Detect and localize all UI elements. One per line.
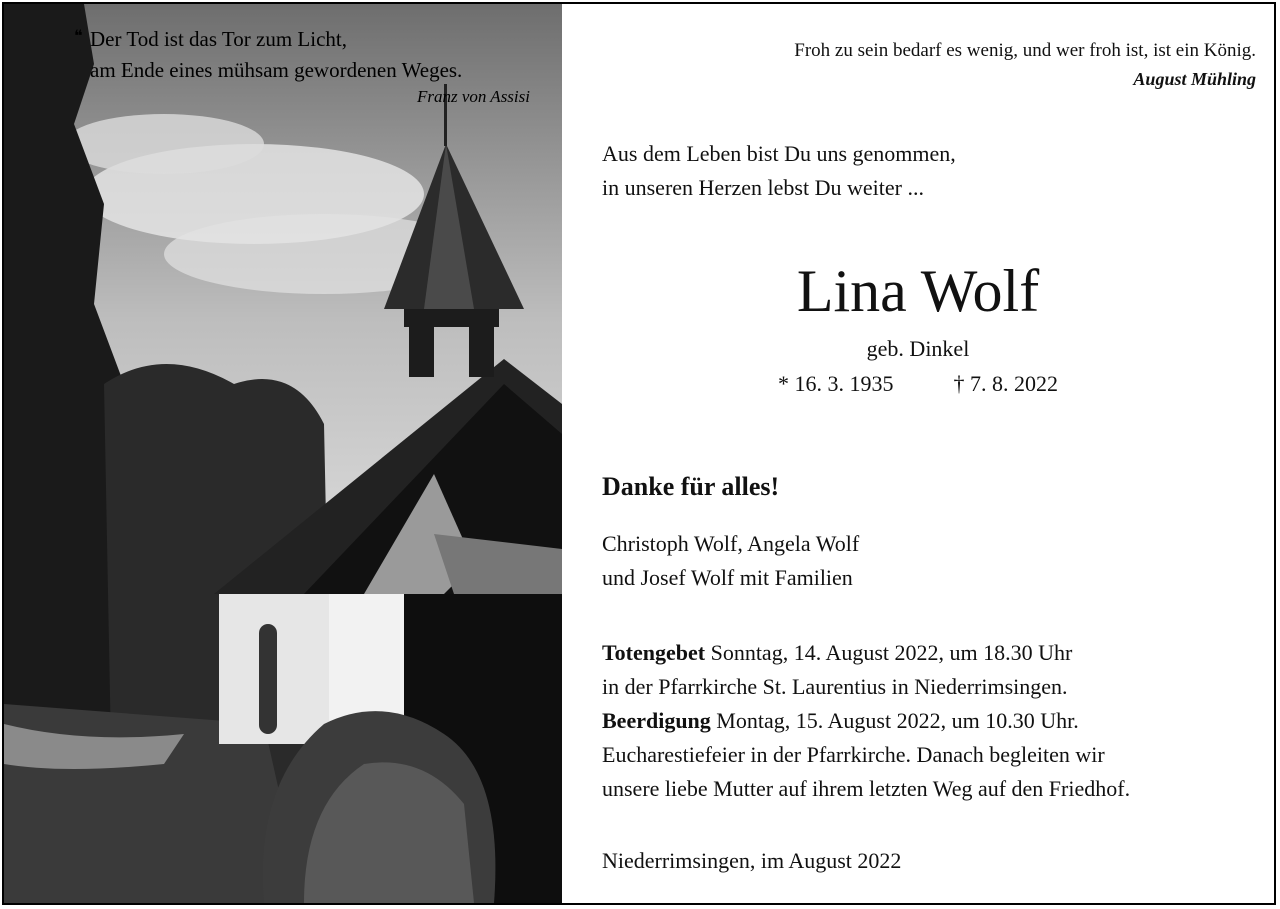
burial-text: Montag, 15. August 2022, um 10.30 Uhr. xyxy=(710,708,1079,733)
top-quote-author: August Mühling xyxy=(1133,69,1256,89)
prayer-text: Sonntag, 14. August 2022, um 18.30 Uhr xyxy=(705,640,1073,665)
intro-line2: in unseren Herzen lebst Du weiter ... xyxy=(602,175,924,200)
prayer-label: Totengebet xyxy=(602,640,706,665)
photo-quote-author: Franz von Assisi xyxy=(416,87,530,106)
maiden-name: geb. Dinkel xyxy=(866,336,970,361)
chapel-photo xyxy=(4,4,562,903)
family-line1: Christoph Wolf, Angela Wolf xyxy=(602,531,860,556)
thanks-heading: Danke für alles! xyxy=(602,472,780,501)
burial-line xyxy=(602,704,1130,738)
photo-quote-line1: Der Tod ist das Tor zum Licht, xyxy=(90,27,347,51)
photo-quote-line2: am Ende eines mühsam gewordenen Weges. xyxy=(90,58,463,82)
intro-verse xyxy=(602,137,956,205)
prayer-line xyxy=(602,636,1130,670)
obituary-notice xyxy=(2,2,1276,905)
life-dates xyxy=(562,371,1274,397)
top-quote-text: Froh zu sein bedarf es wenig, und wer froh ist, ist ein König. xyxy=(794,40,1256,61)
chapel-image xyxy=(4,4,562,903)
family-names xyxy=(602,527,859,595)
prayer-place: in der Pfarrkirche St. Laurentius in Niederrimsingen. xyxy=(602,674,1068,699)
text-panel xyxy=(562,4,1274,903)
burial-label: Beerdigung xyxy=(602,708,711,733)
photo-quote xyxy=(90,24,540,108)
deceased-name: Lina Wolf xyxy=(796,258,1040,324)
family-line2: und Josef Wolf mit Familien xyxy=(602,565,853,590)
birth-date: * 16. 3. 1935 xyxy=(778,371,894,396)
top-quote xyxy=(794,37,1256,93)
quote-mark-icon: ❝ xyxy=(74,28,83,45)
burial-line3: unsere liebe Mutter auf ihrem letzten Weg auf den Friedhof. xyxy=(602,776,1131,801)
death-date: † 7. 8. 2022 xyxy=(953,371,1058,396)
intro-line1: Aus dem Leben bist Du uns genommen, xyxy=(602,141,956,166)
closing-line: Niederrimsingen, im August 2022 xyxy=(602,848,902,873)
burial-line2: Eucharestiefeier in der Pfarrkirche. Danach begleiten wir xyxy=(602,742,1105,767)
service-details xyxy=(602,636,1130,806)
